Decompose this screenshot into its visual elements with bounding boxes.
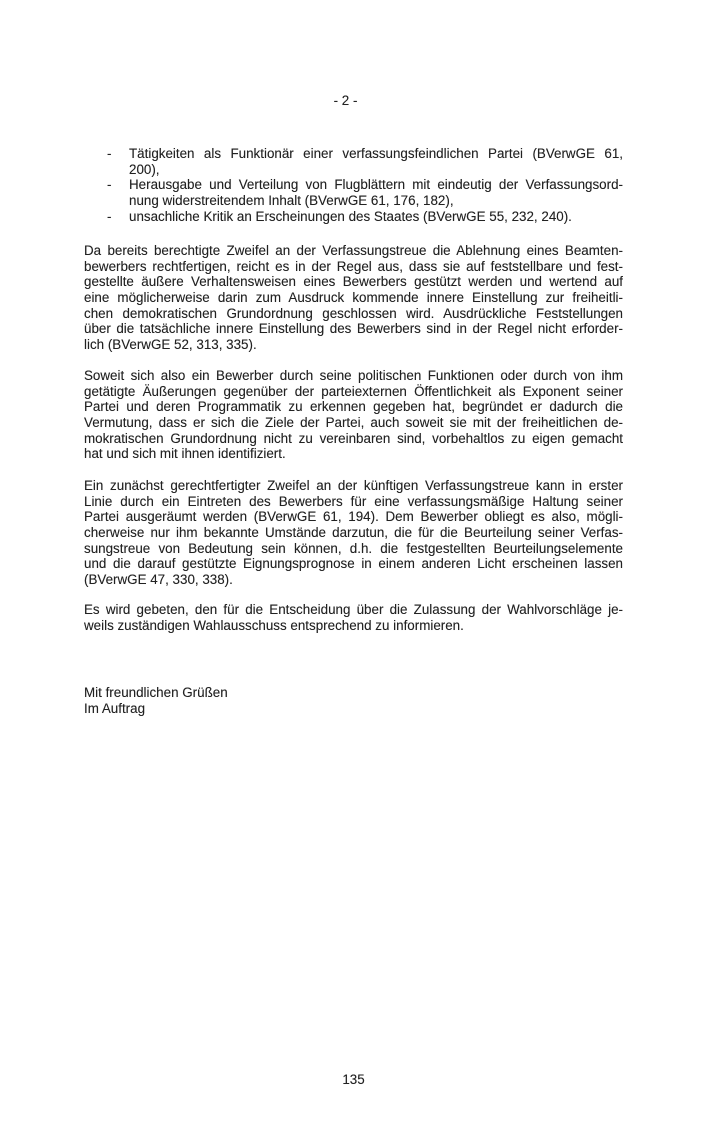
text-line: gestellte äußere Verhaltensweisen eines Bewerbers gestützt werden und wertend auf (84, 274, 623, 290)
text-line: weils zuständigen Wahlausschuss entsprechend zu informieren. (84, 617, 464, 633)
text-line: Partei und deren Programmatik zu erkennen gegeben hat, begründet er dadurch die (84, 399, 623, 415)
text-line: cherweise nur ihm bekannte Umstände darzutun, die für die Beurteilung seiner Verfas- (84, 525, 623, 541)
list-item-text (129, 177, 623, 208)
text-line: 200), (129, 161, 160, 177)
text-line: lich (BVerwGE 52, 313, 335). (84, 337, 257, 353)
text-line: Linie durch ein Eintreten des Bewerbers für eine verfassungsmäßige Haltung seiner (84, 493, 623, 509)
list-item (107, 177, 623, 208)
text-line: eine möglicherweise darin zum Ausdruck kommende innere Einstellung zur freiheitli- (84, 290, 623, 306)
text-line: bewerbers rechtfertigen, reicht es in der Regel aus, dass sie auf feststellbare und fest- (84, 258, 623, 274)
text-line: Soweit sich also ein Bewerber durch seine politischen Funktionen oder durch von ihm (84, 368, 623, 383)
paragraph-2 (84, 368, 623, 462)
text-line: Partei ausgeräumt werden (BVerwGE 61, 194). Dem Bewerber obliegt es also, mögli- (84, 509, 623, 525)
paragraph-1 (84, 243, 623, 353)
list-bullet-dash: - (107, 208, 112, 224)
text-line: chen demokratischen Grundordnung geschlossen wird. Ausdrückliche Feststellungen (84, 305, 623, 321)
text-line: (BVerwGE 47, 330, 338). (84, 572, 233, 588)
list-item (107, 209, 623, 225)
text-line: Herausgabe und Verteilung von Flugblättern mit eindeutig der Verfassungsord- (129, 177, 623, 193)
text-line: über die tatsächliche innere Einstellung des Bewerbers sind in der Regel nicht erforder- (84, 321, 623, 337)
page-number-header: - 2 - (333, 93, 358, 108)
list-item-text (129, 146, 623, 177)
text-line: Tätigkeiten als Funktionär einer verfassungsfeindlichen Partei (BVerwGE 61, (129, 146, 623, 161)
list-bullet-dash: - (107, 146, 112, 161)
text-line: unsachliche Kritik an Erscheinungen des Staates (BVerwGE 55, 232, 240). (129, 208, 572, 224)
bullet-list (107, 146, 623, 224)
page-number-footer: 135 (342, 1072, 365, 1087)
text-line: nung widerstreitendem Inhalt (BVerwGE 61, 176, 182), (129, 193, 454, 209)
text-line: Da bereits berechtigte Zweifel an der Verfassungstreue die Ablehnung eines Beamten- (84, 243, 623, 258)
text-line: sungstreue von Bedeutung sein können, d.h. die festgestellten Beurteilungselemente (84, 540, 623, 556)
list-item-text (129, 209, 623, 225)
text-line: Vermutung, dass er sich die Ziele der Partei, auch soweit sie mit der freiheitlichen de- (84, 415, 623, 431)
text-line: Ein zunächst gerechtfertigter Zweifel an der künftigen Verfassungstreue kann in erster (84, 478, 623, 493)
text-line: hat und sich mit ihnen identifiziert. (84, 446, 286, 462)
paragraph-4 (84, 602, 623, 633)
text-line: getätigte Äußerungen gegenüber der parteiexternen Öffentlichkeit als Exponent seiner (84, 383, 623, 399)
list-item (107, 146, 623, 177)
list-bullet-dash: - (107, 177, 112, 193)
closing-block (84, 685, 484, 716)
text-line: mokratischen Grundordnung nicht zu vereinbaren sind, vorbehaltlos zu eigen gemacht (84, 430, 623, 446)
closing-salutation: Mit freundlichen Grüßen (84, 685, 228, 700)
paragraph-3 (84, 478, 623, 588)
text-line: Es wird gebeten, den für die Entscheidung über die Zulassung der Wahlvorschläge je- (84, 602, 623, 617)
text-line: und die darauf gestützte Eignungsprognose in einem anderen Licht erscheinen lassen (84, 556, 623, 572)
closing-signature-line: Im Auftrag (84, 700, 146, 716)
